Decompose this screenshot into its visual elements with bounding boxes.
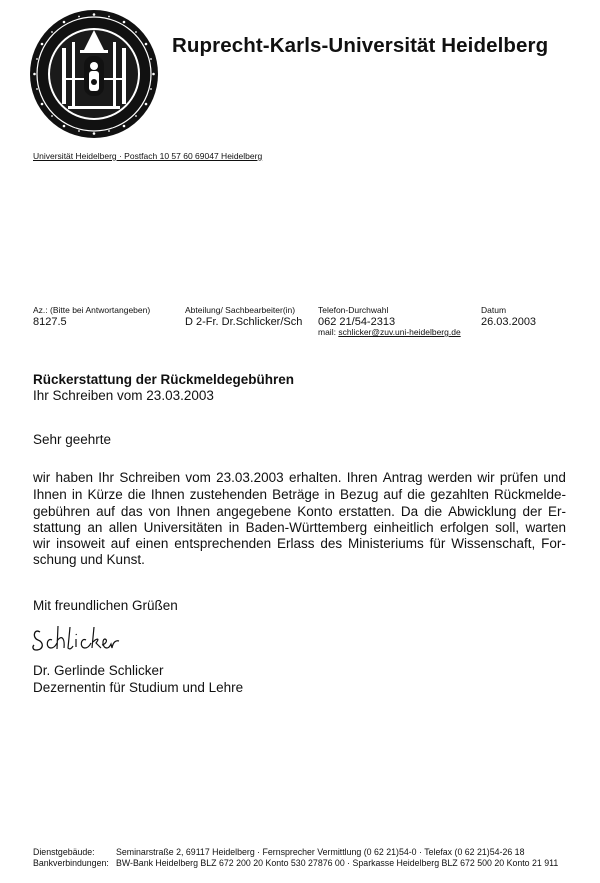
body-word: auf: [96, 504, 115, 519]
body-word: Ihren: [346, 470, 378, 485]
body-word: Er-: [547, 504, 566, 519]
phone-value: 062 21/54-2313: [318, 316, 396, 328]
body-word: Ihr: [98, 470, 115, 485]
body-word: erfolgen: [439, 520, 489, 535]
footer-office-label: Dienstgebäude:: [33, 847, 95, 857]
date-value: 26.03.2003: [481, 316, 537, 328]
body-word: auf: [110, 536, 130, 551]
reference-number-label: Az.: (Bitte bei Antwortangeben): [33, 305, 151, 315]
body-word: wir: [477, 470, 495, 485]
body-word: 23.03.2003: [216, 470, 284, 485]
body-word: einen: [135, 536, 169, 551]
body-word: erstatten.: [338, 504, 395, 519]
body-word: wir: [33, 536, 51, 551]
body-word: die: [407, 487, 426, 502]
body-line: [33, 504, 566, 519]
body-word: gezahlten: [430, 487, 489, 502]
body-word: die: [127, 487, 146, 502]
body-word: zustehenden: [189, 487, 268, 502]
body-word: Ihnen: [33, 487, 67, 502]
body-word: Ihnen: [150, 487, 185, 502]
body-word: das: [120, 504, 143, 519]
body-line: [33, 470, 566, 485]
footer-bank-label: Bankverbindungen:: [33, 858, 109, 868]
phone-label: Telefon-Durchwahl: [318, 305, 389, 315]
body-word: Antrag: [382, 470, 423, 485]
body-word: Beträge: [272, 487, 320, 502]
department-label: Abteilung/ Sachbearbeiter(in): [185, 305, 296, 315]
body-word: haben: [55, 470, 94, 485]
signer-name: Dr. Gerlinde Schlicker: [33, 663, 164, 678]
body-word: Wissenschaft,: [451, 536, 536, 551]
body-word: für: [429, 536, 446, 551]
body-word: in: [324, 487, 335, 502]
email-line: [318, 327, 461, 337]
email-address: schlicker@zuv.uni-heidelberg.de: [338, 327, 461, 337]
body-word: entsprechenden: [174, 536, 272, 551]
body-word: und: [543, 470, 566, 485]
body-word: Abwicklung: [448, 504, 517, 519]
body-line: [33, 536, 566, 551]
body-word: Konto: [297, 504, 333, 519]
body-line: [33, 487, 566, 502]
body-word: von: [148, 504, 171, 519]
body-word: Ihnen: [176, 504, 211, 519]
footer-office-text: Seminarstraße 2, 69117 Heidelberg · Fernsprecher Vermittlung (0 62 21)54-0 · Telefax (0 62 21)54-26 18: [116, 847, 525, 857]
body-word: warten: [525, 520, 566, 535]
body-word: in: [71, 487, 83, 502]
university-name: Ruprecht-Karls-Universität Heidelberg: [172, 34, 549, 57]
body-word: werden: [427, 470, 473, 485]
body-line: [33, 552, 566, 567]
body-word: insoweit: [56, 536, 105, 551]
body-word: an: [87, 520, 103, 535]
body-text: schung und Kunst.: [33, 552, 145, 567]
body-word: Bezug: [340, 487, 379, 502]
department-value: D 2-Fr. Dr.Schlicker/Sch: [185, 316, 303, 328]
body-word: Da: [400, 504, 419, 519]
body-word: gebühren: [33, 504, 91, 519]
salutation: Sehr geehrte: [33, 432, 112, 447]
closing: Mit freundlichen Grüßen: [33, 598, 178, 613]
university-seal-logo: [28, 8, 160, 140]
body-word: For-: [541, 536, 566, 551]
reference-number-value: 8127.5: [33, 316, 67, 328]
email-prefix: mail:: [318, 327, 336, 337]
body-word: allen: [108, 520, 138, 535]
body-word: einheitlich: [373, 520, 434, 535]
date-label: Datum: [481, 305, 507, 315]
body-word: prüfen: [499, 470, 539, 485]
letter-subject-reference: Ihr Schreiben vom 23.03.2003: [33, 388, 214, 403]
body-word: Ministeriums: [348, 536, 424, 551]
letter-subject: Rückerstattung der Rückmeldegebühren: [33, 372, 295, 387]
body-word: Rückmelde-: [493, 487, 566, 502]
body-word: erhalten.: [288, 470, 342, 485]
body-word: Schreiben: [119, 470, 181, 485]
footer-bank-text: BW-Bank Heidelberg BLZ 672 200 20 Konto 530 27876 00 · Sparkasse Heidelberg BLZ 672 500 20 Konto 21 911: [116, 858, 559, 868]
body-word: stattung: [33, 520, 82, 535]
body-word: Kürze: [87, 487, 123, 502]
body-word: wir: [33, 470, 51, 485]
body-word: in: [228, 520, 240, 535]
body-word: soll,: [495, 520, 520, 535]
body-word: der: [522, 504, 542, 519]
body-word: die: [424, 504, 443, 519]
body-word: Universitäten: [143, 520, 223, 535]
body-word: Baden-Württemberg: [245, 520, 368, 535]
body-word: Erlass: [276, 536, 315, 551]
body-word: des: [320, 536, 343, 551]
body-word: auf: [383, 487, 403, 502]
body-word: angegebene: [216, 504, 292, 519]
handwritten-signature: [30, 624, 122, 658]
body-word: vom: [185, 470, 211, 485]
return-address: Universität Heidelberg · Postfach 10 57 60 69047 Heidelberg: [33, 151, 263, 161]
signer-title: Dezernentin für Studium und Lehre: [33, 680, 244, 695]
body-line: [33, 520, 566, 535]
